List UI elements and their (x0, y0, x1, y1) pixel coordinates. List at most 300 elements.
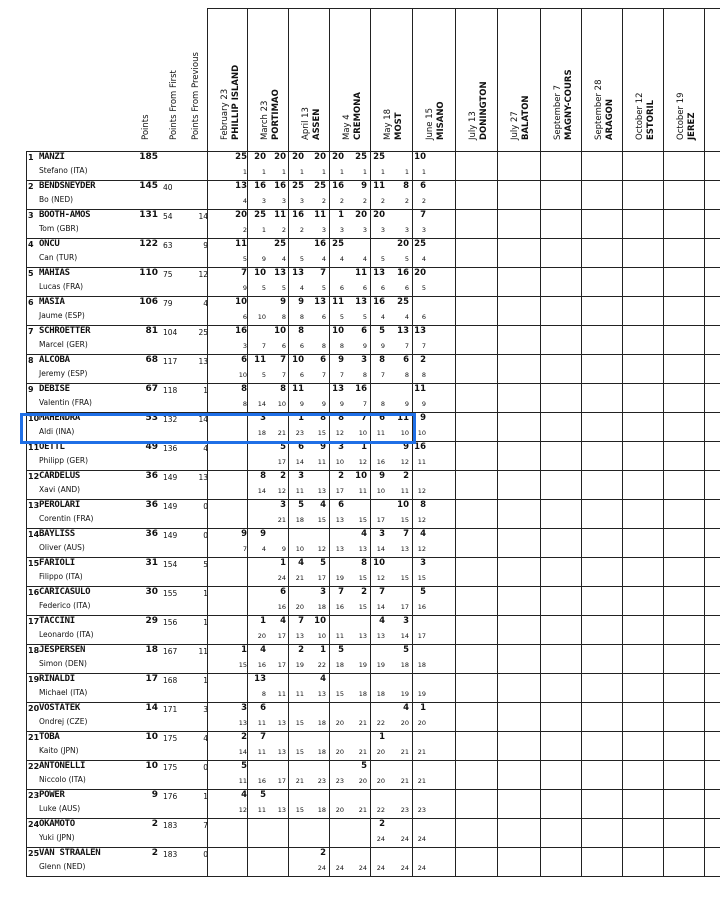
standing-after-race: 22 (376, 719, 385, 727)
rider-points: 68 (145, 355, 158, 365)
rider-position: 1 (28, 153, 34, 162)
rider-position: 21 (28, 733, 40, 742)
race-points: 2 (403, 471, 409, 481)
round-header (260, 0, 282, 140)
standing-after-race: 1 (261, 226, 266, 234)
race-points: 6 (260, 703, 266, 713)
standing-after-race: 18 (257, 429, 266, 437)
standing-after-race: 14 (376, 545, 385, 553)
standing-after-race: 3 (380, 226, 385, 234)
race-points: 7 (379, 587, 385, 597)
rider-first-name-text: Can (39, 253, 54, 262)
standing-after-race: 20 (257, 632, 266, 640)
standing-after-race: 24 (335, 864, 344, 872)
standing-after-race: 6 (421, 313, 426, 321)
standing-after-race: 4 (404, 313, 409, 321)
rider-first-name-text: Oliver (39, 543, 62, 552)
standing-after-race: 15 (358, 574, 367, 582)
rider-nationality: (AUS) (63, 543, 85, 552)
rider-first-name (39, 862, 85, 871)
points-from-first: 132 (163, 415, 178, 424)
standing-after-race: 17 (417, 632, 426, 640)
round-venue: MOST (394, 112, 404, 140)
rider-nationality: (ITA) (73, 601, 91, 610)
points-from-previous: 1 (203, 589, 208, 598)
race-points: 2 (298, 645, 304, 655)
rider-first-name-text: Jeremy (39, 369, 66, 378)
round-date: May 18 (383, 108, 393, 140)
race-points: 2 (320, 848, 326, 858)
rider-points: 30 (145, 587, 158, 597)
table-row (26, 470, 720, 499)
race-points: 10 (397, 500, 409, 510)
race-points: 20 (314, 152, 326, 162)
rider-points: 2 (151, 819, 158, 829)
race-points: 25 (254, 210, 266, 220)
standing-after-race: 4 (362, 255, 367, 263)
round-date: May 4 (342, 114, 352, 140)
standing-after-race: 2 (362, 197, 367, 205)
standing-after-race: 8 (242, 400, 247, 408)
points-from-first: 54 (163, 212, 173, 221)
points-from-first: 175 (163, 734, 178, 743)
standing-after-race: 20 (335, 719, 344, 727)
standing-after-race: 17 (277, 661, 286, 669)
race-points: 7 (320, 268, 326, 278)
rider-first-name (39, 340, 88, 349)
rider-position: 5 (28, 269, 34, 278)
table-row (26, 180, 720, 209)
standing-after-race: 13 (400, 545, 409, 553)
standing-after-race: 10 (317, 632, 326, 640)
standing-after-race: 10 (376, 487, 385, 495)
table-row (26, 528, 720, 557)
race-points: 4 (298, 558, 304, 568)
standing-after-race: 15 (417, 574, 426, 582)
race-points: 25 (397, 297, 409, 307)
standing-after-race: 15 (317, 429, 326, 437)
standing-after-race: 4 (281, 255, 286, 263)
round-header (594, 0, 616, 140)
round-header (635, 0, 657, 140)
round-header (342, 0, 364, 140)
rider-nationality: (CZE) (66, 717, 88, 726)
standing-after-race: 11 (295, 487, 304, 495)
standing-after-race: 10 (400, 429, 409, 437)
race-points: 7 (241, 268, 247, 278)
standing-after-race: 19 (376, 661, 385, 669)
standing-after-race: 3 (281, 197, 286, 205)
rider-points: 36 (145, 529, 158, 539)
standing-after-race: 16 (376, 458, 385, 466)
race-points: 11 (314, 210, 326, 220)
points-from-first: 104 (163, 328, 178, 337)
standing-after-race: 8 (321, 342, 326, 350)
race-points: 5 (280, 442, 286, 452)
race-points: 16 (414, 442, 426, 452)
round-venue: CREMONA (353, 92, 363, 140)
standing-after-race: 13 (277, 748, 286, 756)
standing-after-race: 18 (317, 603, 326, 611)
rider-last-name: SCHROETTER (39, 326, 91, 336)
race-points: 20 (292, 152, 304, 162)
standing-after-race: 19 (358, 661, 367, 669)
standing-after-race: 9 (421, 400, 426, 408)
race-points: 10 (373, 558, 385, 568)
round-date: October 19 (676, 92, 686, 140)
race-points: 9 (338, 355, 344, 365)
race-points: 11 (355, 268, 367, 278)
standing-after-race: 17 (277, 632, 286, 640)
rider-first-name-text: Marcel (39, 340, 64, 349)
standing-after-race: 6 (404, 284, 409, 292)
race-points: 5 (420, 587, 426, 597)
race-points: 1 (298, 413, 304, 423)
race-points: 6 (320, 355, 326, 365)
rider-nationality: (JPN) (60, 746, 79, 755)
race-points: 10 (254, 268, 266, 278)
rider-nationality: (AUS) (58, 804, 81, 813)
race-points: 3 (403, 616, 409, 626)
rider-position: 17 (28, 617, 40, 626)
standing-after-race: 4 (242, 197, 247, 205)
race-points: 3 (241, 703, 247, 713)
standing-after-race: 9 (362, 342, 367, 350)
race-points: 11 (292, 384, 304, 394)
table-row (26, 325, 720, 354)
race-points: 13 (373, 268, 385, 278)
round-date: March 23 (260, 100, 270, 140)
race-points: 1 (379, 732, 385, 742)
standing-after-race: 19 (335, 574, 344, 582)
rider-last-name: ONCU (39, 239, 60, 249)
race-points: 9 (420, 413, 426, 423)
standing-after-race: 8 (299, 313, 304, 321)
standing-after-race: 6 (321, 313, 326, 321)
rider-first-name-text: Aldi (39, 427, 54, 436)
race-points: 25 (292, 181, 304, 191)
rider-last-name: JESPERSEN (39, 645, 86, 655)
header-top-border (207, 8, 720, 9)
standing-after-race: 9 (299, 400, 304, 408)
rider-points: 17 (145, 674, 158, 684)
points-from-previous: 4 (203, 299, 208, 308)
race-points: 11 (254, 355, 266, 365)
standing-after-race: 12 (417, 487, 426, 495)
rider-points: 36 (145, 471, 158, 481)
points-from-first: 149 (163, 473, 178, 482)
race-points: 10 (414, 152, 426, 162)
race-points: 5 (403, 645, 409, 655)
race-points: 25 (373, 152, 385, 162)
race-points: 13 (314, 297, 326, 307)
rider-position: 14 (28, 530, 40, 539)
race-points: 13 (355, 297, 367, 307)
standing-after-race: 21 (277, 516, 286, 524)
race-points: 8 (338, 413, 344, 423)
rider-points: 81 (145, 326, 158, 336)
rider-first-name-text: Valentin (39, 398, 70, 407)
points-header: Points (141, 114, 151, 140)
rider-nationality: (ITA) (68, 775, 86, 784)
rider-position: 20 (28, 704, 40, 713)
standing-after-race: 11 (358, 487, 367, 495)
race-points: 9 (241, 529, 247, 539)
round-venue: ESTORIL (646, 99, 656, 140)
rider-first-name (39, 456, 88, 465)
race-points: 4 (241, 790, 247, 800)
standing-after-race: 21 (358, 806, 367, 814)
rider-position: 19 (28, 675, 40, 684)
race-points: 11 (332, 297, 344, 307)
points-from-previous: 0 (203, 763, 208, 772)
standing-after-race: 15 (238, 661, 247, 669)
standing-after-race: 3 (404, 226, 409, 234)
rider-last-name: OKAMOTO (39, 819, 75, 829)
rider-position: 18 (28, 646, 40, 655)
standing-after-race: 6 (362, 284, 367, 292)
rider-position: 3 (28, 211, 34, 220)
points-from-first: 149 (163, 531, 178, 540)
standing-after-race: 20 (295, 603, 304, 611)
rider-last-name: MAHENDRA (39, 413, 80, 423)
rider-first-name-text: Simon (39, 659, 63, 668)
standing-after-race: 19 (295, 661, 304, 669)
standing-after-race: 7 (380, 371, 385, 379)
standing-after-race: 9 (404, 400, 409, 408)
rider-first-name (39, 775, 86, 784)
race-points: 11 (397, 413, 409, 423)
race-points: 1 (420, 703, 426, 713)
race-points: 4 (320, 674, 326, 684)
race-points: 10 (292, 355, 304, 365)
race-points: 7 (361, 413, 367, 423)
standing-after-race: 5 (339, 313, 344, 321)
race-points: 20 (235, 210, 247, 220)
rider-last-name: CARDELUS (39, 471, 80, 481)
rider-nationality: (ESP) (67, 369, 88, 378)
race-points: 8 (320, 413, 326, 423)
points-from-first: 154 (163, 560, 178, 569)
race-points: 13 (332, 384, 344, 394)
points-from-first: 155 (163, 589, 178, 598)
standing-after-race: 8 (281, 313, 286, 321)
standing-after-race: 21 (358, 748, 367, 756)
race-points: 1 (320, 645, 326, 655)
standing-after-race: 11 (257, 806, 266, 814)
standing-after-race: 6 (299, 342, 304, 350)
race-points: 3 (361, 355, 367, 365)
race-points: 25 (414, 239, 426, 249)
race-points: 3 (379, 529, 385, 539)
standing-after-race: 9 (339, 400, 344, 408)
race-points: 3 (260, 413, 266, 423)
round-header (468, 0, 490, 140)
points-from-previous: 4 (203, 444, 208, 453)
standing-after-race: 11 (376, 429, 385, 437)
race-points: 16 (292, 210, 304, 220)
table-row (26, 383, 720, 412)
standing-after-race: 21 (358, 719, 367, 727)
race-points: 6 (361, 326, 367, 336)
rider-first-name-text: Niccolo (39, 775, 67, 784)
table-row (26, 441, 720, 470)
standing-after-race: 12 (400, 458, 409, 466)
table-row (26, 557, 720, 586)
race-points: 16 (373, 297, 385, 307)
points-from-first-header: Points From First (169, 70, 179, 140)
race-points: 1 (280, 558, 286, 568)
standing-after-race: 13 (277, 806, 286, 814)
race-points: 1 (260, 616, 266, 626)
standing-after-race: 11 (335, 632, 344, 640)
race-points: 3 (320, 587, 326, 597)
round-venue: PHILLIP ISLAND (231, 64, 241, 140)
race-points: 9 (280, 297, 286, 307)
race-points: 20 (355, 210, 367, 220)
rider-first-name-text: Corentin (39, 514, 71, 523)
standing-after-race: 10 (335, 458, 344, 466)
standing-after-race: 13 (238, 719, 247, 727)
standing-after-race: 8 (380, 400, 385, 408)
rider-position: 22 (28, 762, 40, 771)
rider-nationality: (ITA) (70, 688, 88, 697)
standing-after-race: 2 (404, 197, 409, 205)
standing-after-race: 4 (339, 255, 344, 263)
standing-after-race: 14 (238, 748, 247, 756)
round-date: October 12 (635, 92, 645, 140)
points-from-previous: 1 (203, 792, 208, 801)
standing-after-race: 7 (261, 342, 266, 350)
rider-last-name: PEROLARI (39, 500, 80, 510)
race-points: 5 (379, 326, 385, 336)
standing-after-race: 17 (317, 574, 326, 582)
standing-after-race: 5 (421, 284, 426, 292)
standing-after-race: 4 (421, 255, 426, 263)
standing-after-race: 21 (277, 429, 286, 437)
standing-after-race: 1 (404, 168, 409, 176)
standing-after-race: 20 (376, 777, 385, 785)
rider-position: 7 (28, 327, 34, 336)
standing-after-race: 1 (380, 168, 385, 176)
race-points: 6 (403, 355, 409, 365)
rider-nationality: (FRA) (71, 398, 92, 407)
standing-after-race: 20 (335, 748, 344, 756)
standing-after-race: 5 (380, 255, 385, 263)
rider-first-name-text: Yuki (39, 833, 54, 842)
rider-points: 31 (145, 558, 158, 568)
rider-first-name (39, 166, 88, 175)
race-points: 1 (361, 442, 367, 452)
rider-first-name (39, 514, 94, 523)
standing-after-race: 1 (362, 168, 367, 176)
standing-after-race: 1 (261, 168, 266, 176)
rider-position: 8 (28, 356, 34, 365)
standing-after-race: 20 (376, 748, 385, 756)
standing-after-race: 21 (417, 748, 426, 756)
standing-after-race: 24 (400, 864, 409, 872)
rider-position: 9 (28, 385, 34, 394)
standing-after-race: 9 (321, 400, 326, 408)
rider-position: 23 (28, 791, 40, 800)
standing-after-race: 15 (400, 574, 409, 582)
table-row (26, 209, 720, 238)
rider-first-name (39, 224, 79, 233)
race-points: 4 (420, 529, 426, 539)
standing-after-race: 22 (317, 661, 326, 669)
race-points: 10 (314, 616, 326, 626)
race-points: 20 (332, 152, 344, 162)
points-from-previous: 14 (198, 212, 208, 221)
race-points: 20 (373, 210, 385, 220)
race-points: 1 (241, 645, 247, 655)
standing-after-race: 24 (376, 864, 385, 872)
standing-after-race: 12 (317, 545, 326, 553)
standing-after-race: 15 (295, 748, 304, 756)
rider-position: 11 (28, 443, 40, 452)
round-venue: PORTIMAO (271, 89, 281, 140)
round-date: September 7 (553, 84, 563, 140)
rider-position: 12 (28, 472, 40, 481)
standing-after-race: 23 (317, 777, 326, 785)
race-points: 16 (274, 181, 286, 191)
race-points: 13 (292, 268, 304, 278)
points-from-first: 183 (163, 821, 178, 830)
table-row (26, 702, 720, 731)
standing-after-race: 3 (261, 197, 266, 205)
standing-after-race: 7 (404, 342, 409, 350)
standing-after-race: 24 (417, 864, 426, 872)
rider-last-name: FARIOLI (39, 558, 75, 568)
standing-after-race: 8 (339, 342, 344, 350)
race-points: 5 (298, 500, 304, 510)
standing-after-race: 24 (317, 864, 326, 872)
rider-points: 29 (145, 616, 158, 626)
rider-nationality: (GBR) (56, 224, 79, 233)
rider-nationality: (GER) (66, 340, 88, 349)
round-date: July 27 (510, 111, 520, 140)
points-from-previous: 12 (198, 270, 208, 279)
rider-first-name (39, 543, 85, 552)
standing-after-race: 20 (417, 719, 426, 727)
standing-after-race: 20 (335, 806, 344, 814)
standing-after-race: 23 (417, 806, 426, 814)
race-points: 4 (320, 500, 326, 510)
standing-after-race: 3 (339, 226, 344, 234)
standing-after-race: 19 (400, 690, 409, 698)
round-date: September 28 (594, 79, 604, 140)
standing-after-race: 10 (295, 545, 304, 553)
rider-points: 185 (139, 152, 158, 162)
race-points: 9 (379, 471, 385, 481)
rider-points: 53 (145, 413, 158, 423)
race-points: 25 (332, 239, 344, 249)
rider-last-name: TACCINI (39, 616, 75, 626)
standing-after-race: 19 (417, 690, 426, 698)
rider-first-name (39, 311, 85, 320)
race-points: 16 (254, 181, 266, 191)
standing-after-race: 24 (277, 574, 286, 582)
race-points: 3 (298, 471, 304, 481)
standing-after-race: 10 (257, 313, 266, 321)
points-from-first: 168 (163, 676, 178, 685)
round-header (220, 0, 242, 140)
points-from-previous: 1 (203, 676, 208, 685)
race-points: 13 (397, 326, 409, 336)
race-points: 10 (355, 471, 367, 481)
race-points: 6 (280, 587, 286, 597)
standing-after-race: 11 (400, 487, 409, 495)
